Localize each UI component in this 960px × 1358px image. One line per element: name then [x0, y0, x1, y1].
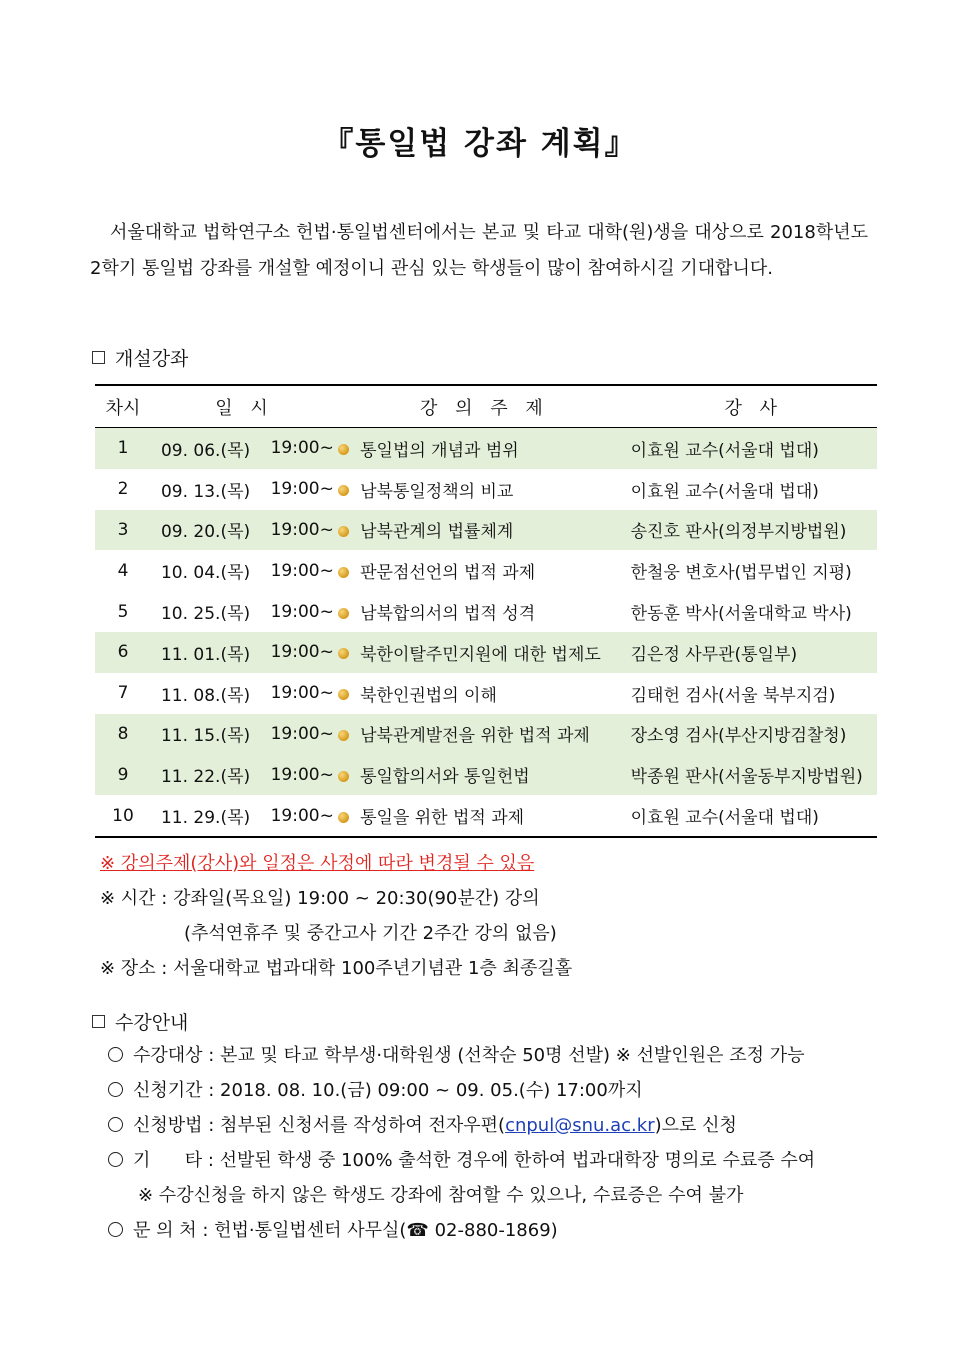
session-lecturer: 김태헌 검사(서울 북부지검) — [630, 685, 836, 706]
table-row — [95, 754, 877, 795]
guide-text: 문 의 처 : 헌법·통일법센터 사무실(☎ 02-880-1869) — [133, 1220, 558, 1241]
session-lecturer: 김은정 사무관(통일부) — [631, 632, 877, 673]
session-time: 19:00~ — [271, 632, 339, 673]
header-topic: 강 의 주 제 — [338, 385, 631, 428]
guide-etc-note: ※ 수강신청을 하지 않은 학생도 강좌에 참여할 수 있으나, 수료증은 수여 불가 — [138, 1185, 744, 1206]
bullet-icon — [338, 567, 349, 578]
checkbox-icon — [92, 351, 105, 364]
bullet-icon — [338, 771, 349, 782]
enrollment-guide — [108, 1038, 815, 1248]
table-row — [95, 591, 877, 632]
email-link[interactable]: cnpul@snu.ac.kr — [505, 1115, 655, 1136]
session-time: 19:00~ — [271, 754, 339, 795]
session-number: 5 — [117, 601, 129, 622]
session-time: 19:00~ — [271, 714, 339, 755]
circle-bullet-icon — [108, 1082, 123, 1097]
table-row — [95, 510, 877, 551]
topic-text: 통일을 위한 법적 과제 — [360, 808, 525, 829]
session-date: 11. 29.(목) — [151, 795, 271, 837]
table-row — [95, 714, 877, 755]
session-lecturer: 한철웅 변호사(법무법인 지평) — [630, 563, 852, 584]
session-topic — [338, 754, 631, 795]
schedule-table — [95, 384, 877, 838]
guide-item-method — [108, 1108, 815, 1143]
table-row — [95, 469, 877, 510]
bullet-icon — [338, 526, 349, 537]
session-lecturer: 이효원 교수(서울대 법대) — [630, 481, 819, 502]
session-date: 09. 13.(목) — [160, 481, 251, 502]
session-date: 11. 08.(목) — [160, 685, 251, 706]
session-lecturer: 한동훈 박사(서울대학교 박사) — [630, 604, 852, 625]
bullet-icon — [338, 608, 349, 619]
session-time: 19:00~ — [270, 479, 334, 500]
guide-text: 신청기간 : 2018. 08. 10.(금) 09:00 ~ 09. 05.(수) 17:00까지 — [133, 1080, 643, 1101]
guide-text: 수강대상 : 본교 및 타교 학부생·대학원생 (선착순 50명 선발) ※ 선발인원은 조정 가능 — [133, 1045, 805, 1066]
topic-text: 남북관계발전을 위한 법적 과제 — [360, 726, 590, 747]
topic-text: 북한이탈주민지원에 대한 법제도 — [360, 644, 601, 665]
section-title: 개설강좌 — [115, 348, 189, 370]
session-time: 19:00~ — [270, 601, 334, 622]
session-time: 19:00~ — [270, 683, 334, 704]
session-date: 10. 25.(목) — [160, 604, 251, 625]
bullet-icon — [338, 730, 349, 741]
schedule-notes — [100, 846, 572, 986]
session-date: 11. 15.(목) — [151, 714, 271, 755]
session-topic — [338, 591, 631, 632]
bullet-icon — [338, 689, 349, 700]
session-topic — [338, 673, 631, 714]
bullet-icon — [338, 812, 349, 823]
section-title: 수강안내 — [115, 1012, 189, 1034]
topic-text: 통일법의 개념과 범위 — [360, 440, 519, 461]
table-row — [95, 428, 877, 469]
session-number: 1 — [95, 428, 151, 469]
session-topic — [338, 550, 631, 591]
session-date: 11. 22.(목) — [151, 754, 271, 795]
session-lecturer: 장소영 검사(부산지방검찰청) — [631, 714, 877, 755]
session-date: 09. 20.(목) — [151, 510, 271, 551]
header-session: 차시 — [95, 385, 151, 428]
header-datetime: 일 시 — [151, 385, 338, 428]
bullet-icon — [338, 444, 349, 455]
circle-bullet-icon — [108, 1047, 123, 1062]
checkbox-icon — [92, 1015, 105, 1028]
bullet-icon — [338, 485, 349, 496]
session-lecturer: 박종원 판사(서울동부지방법원) — [631, 754, 877, 795]
session-date: 10. 04.(목) — [160, 563, 251, 584]
session-time: 19:00~ — [271, 510, 339, 551]
time-sub-note: (추석연휴주 및 중간고사 기간 2주간 강의 없음) — [184, 923, 557, 944]
session-time: 19:00~ — [270, 560, 334, 581]
topic-text: 통일합의서와 통일헌법 — [360, 767, 530, 788]
guide-item-period — [108, 1073, 815, 1108]
time-note: ※ 시간 : 강좌일(목요일) 19:00 ~ 20:30(90분간) 강의 — [100, 888, 540, 909]
section-heading-courses — [92, 344, 188, 371]
table-row — [95, 673, 877, 714]
place-note: ※ 장소 : 서울대학교 법과대학 100주년기념관 1층 최종길홀 — [100, 958, 573, 979]
guide-text: )으로 신청 — [654, 1115, 737, 1136]
topic-text: 남북관계의 법률체계 — [360, 522, 514, 543]
session-time: 19:00~ — [271, 428, 339, 469]
circle-bullet-icon — [108, 1117, 123, 1132]
guide-text: 신청방법 : 첨부된 신청서를 작성하여 전자우편( — [133, 1115, 506, 1136]
topic-text: 북한인권법의 이해 — [360, 685, 497, 706]
table-header-row — [95, 385, 877, 428]
session-number: 3 — [95, 510, 151, 551]
page-title: 『통일법 강좌 계획』 — [322, 126, 638, 162]
session-time: 19:00~ — [271, 795, 339, 837]
session-number: 8 — [95, 714, 151, 755]
session-topic — [338, 795, 631, 837]
session-number: 4 — [117, 560, 129, 581]
guide-text: 기 타 : 선발된 학생 중 100% 출석한 경우에 한하여 법과대학장 명의로 수료증 수여 — [133, 1150, 816, 1171]
table-row — [95, 550, 877, 591]
topic-text: 판문점선언의 법적 과제 — [360, 563, 536, 584]
guide-item-target — [108, 1038, 815, 1073]
session-topic — [338, 469, 631, 510]
session-number: 9 — [95, 754, 151, 795]
guide-item-contact — [108, 1213, 815, 1248]
session-number: 10 — [95, 795, 151, 837]
intro-paragraph: 서울대학교 법학연구소 헌법·통일법센터에서는 본교 및 타교 대학(원)생을 대상으로 2018학년도 2학기 통일법 강좌를 개설할 예정이니 관심 있는 학생들이 많이 참여하시길 기대합니다. — [90, 222, 868, 279]
table-row — [95, 632, 877, 673]
bullet-icon — [338, 648, 349, 659]
change-notice: ※ 강의주제(강사)와 일정은 사정에 따라 변경될 수 있음 — [100, 853, 535, 874]
guide-item-etc — [108, 1143, 815, 1178]
section-heading-guide — [92, 1008, 188, 1035]
topic-text: 남북합의서의 법적 성격 — [360, 604, 536, 625]
session-lecturer: 송진호 판사(의정부지방법원) — [631, 510, 877, 551]
circle-bullet-icon — [108, 1152, 123, 1167]
session-lecturer: 이효원 교수(서울대 법대) — [631, 428, 877, 469]
topic-text: 남북통일정책의 비교 — [360, 481, 514, 502]
session-topic — [338, 714, 631, 755]
session-number: 6 — [95, 632, 151, 673]
session-topic — [338, 632, 631, 673]
circle-bullet-icon — [108, 1222, 123, 1237]
session-topic — [338, 510, 631, 551]
session-topic — [338, 428, 631, 469]
header-lecturer: 강 사 — [631, 385, 877, 428]
table-row — [95, 795, 877, 837]
session-lecturer: 이효원 교수(서울대 법대) — [631, 795, 877, 837]
session-number: 7 — [117, 683, 129, 704]
session-date: 09. 06.(목) — [151, 428, 271, 469]
session-date: 11. 01.(목) — [151, 632, 271, 673]
session-number: 2 — [117, 479, 129, 500]
